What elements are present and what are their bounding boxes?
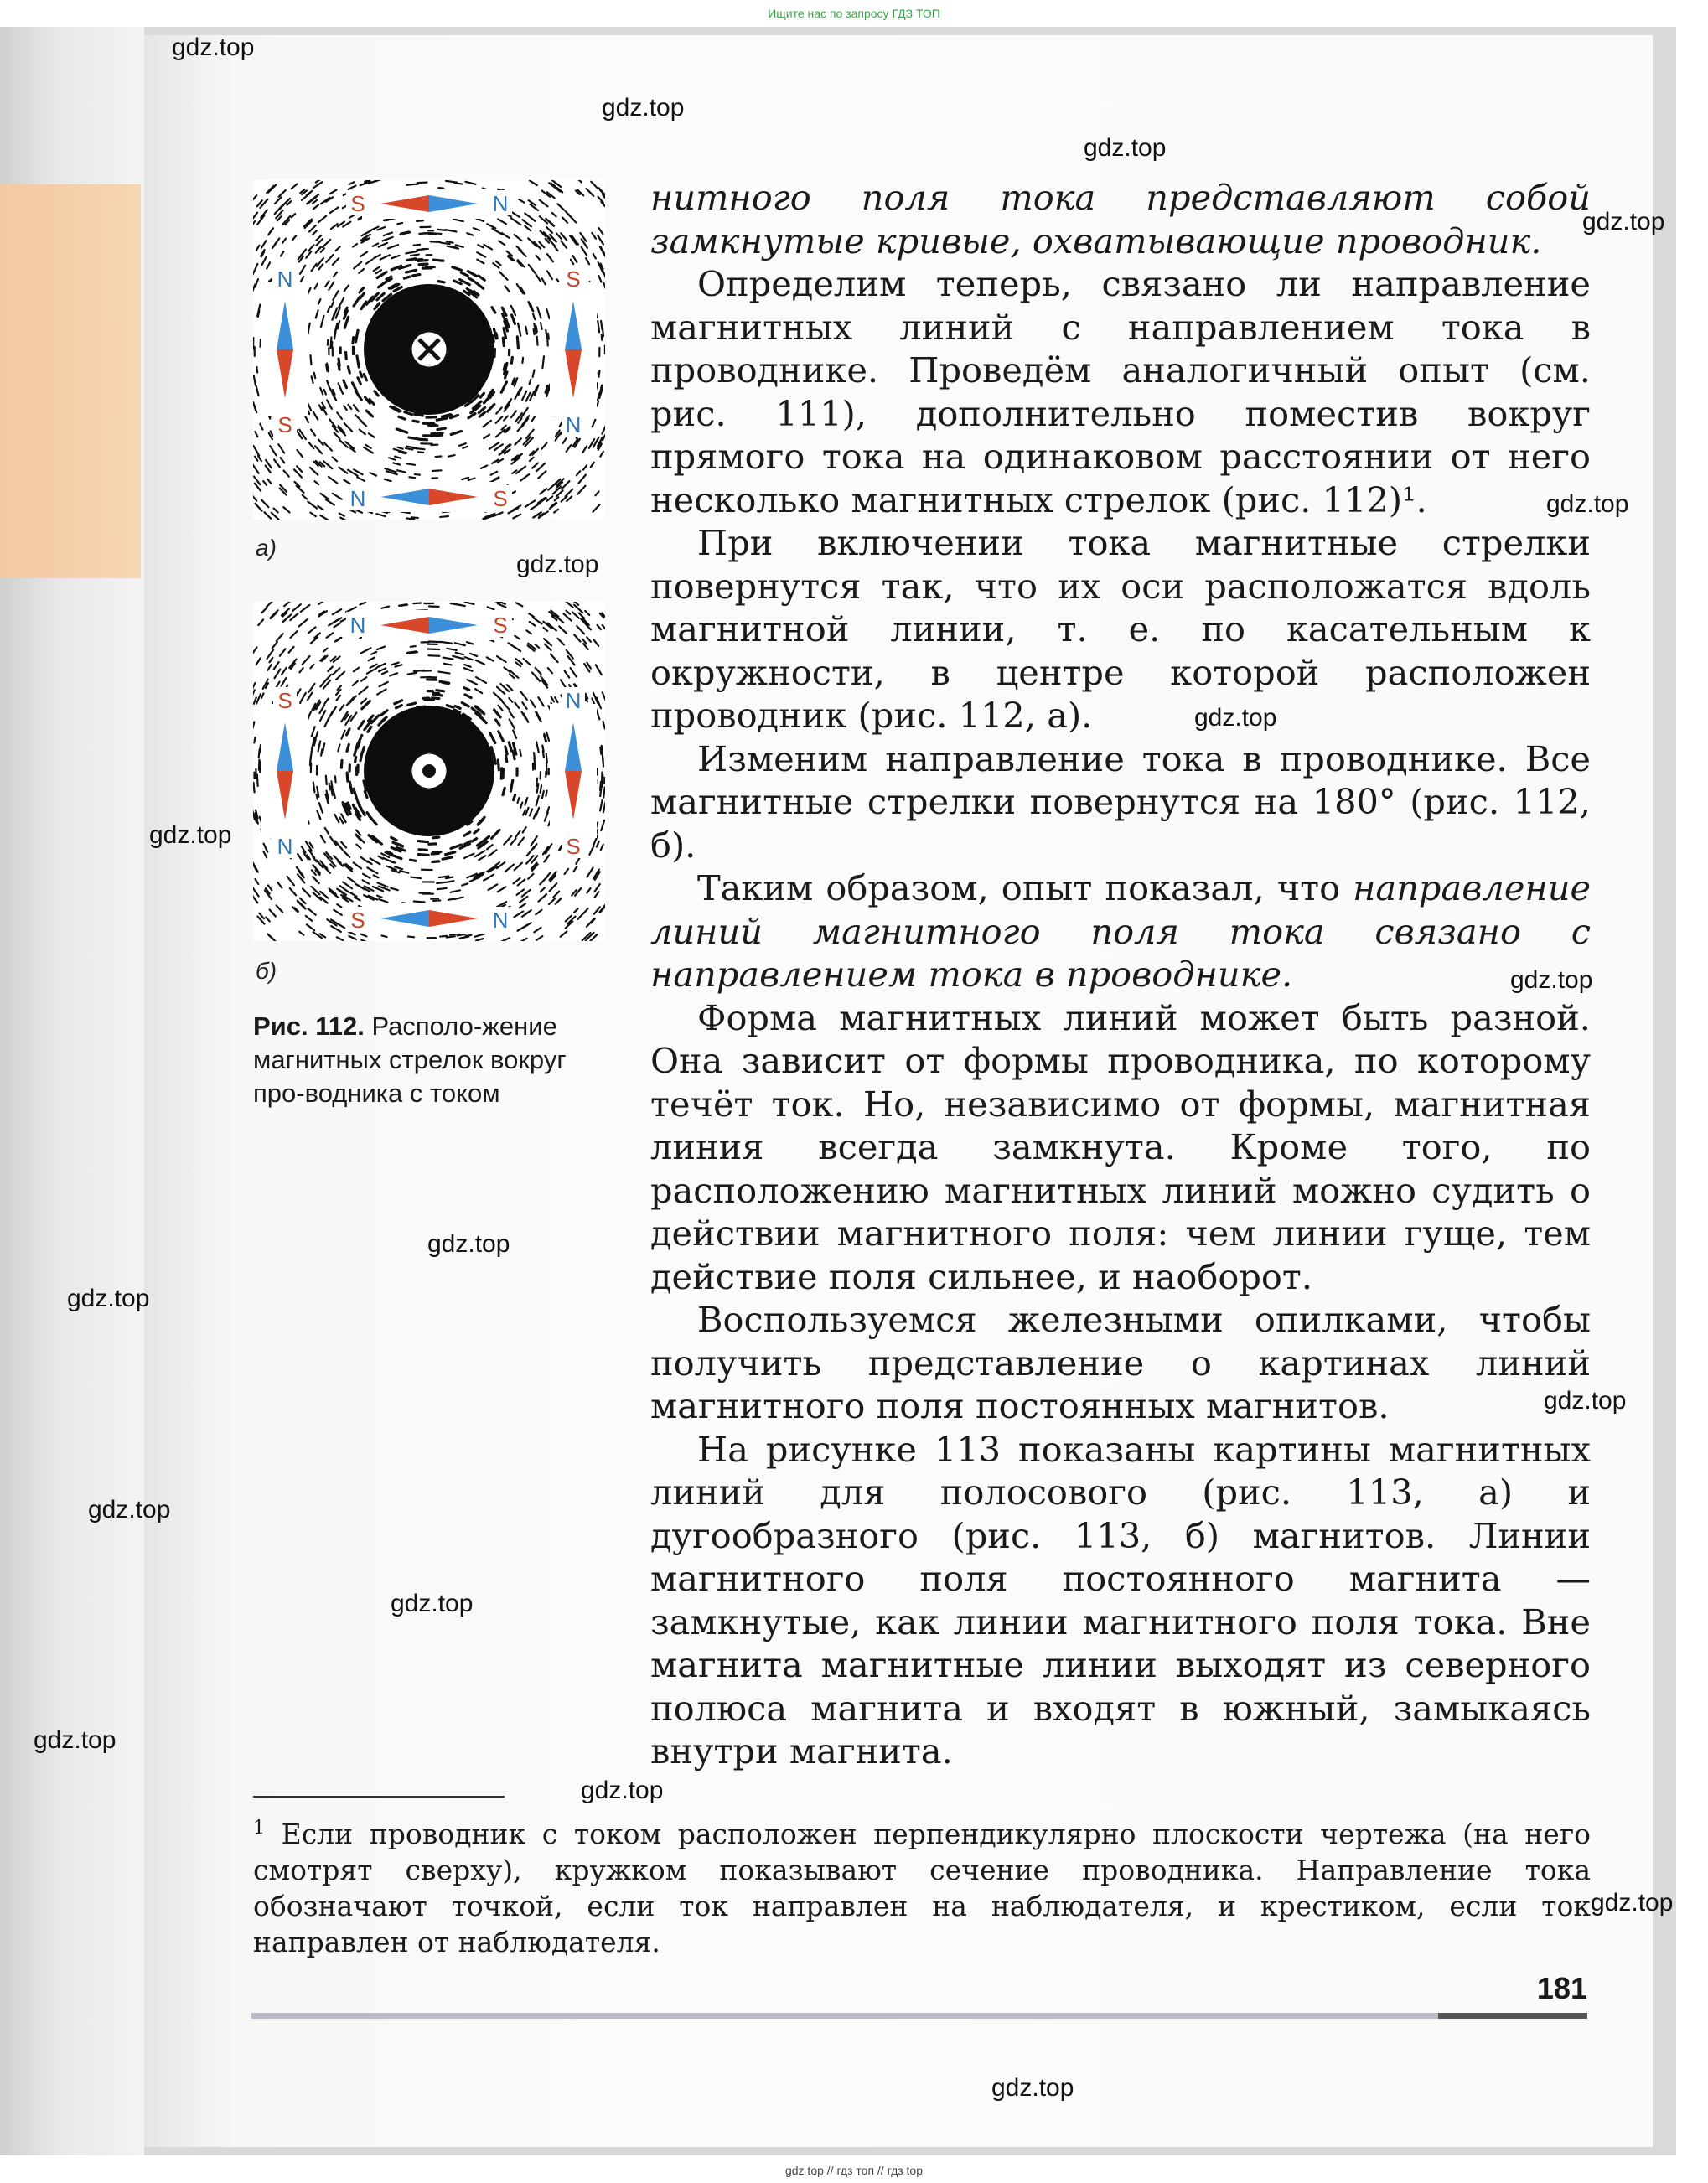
pole-letter: N bbox=[492, 908, 509, 933]
iron-filings-dotted-conductor bbox=[253, 602, 605, 941]
watermark: gdz.top bbox=[149, 821, 232, 849]
watermark: gdz.top bbox=[1544, 1387, 1627, 1415]
page-rule bbox=[251, 2013, 1438, 2019]
page-rule-accent bbox=[1438, 2013, 1587, 2019]
pole-letter: N bbox=[349, 613, 366, 638]
pole-letter: N bbox=[565, 412, 582, 437]
paragraph-continued: нитного поля тока представляют собой замкнутые кривые, охватывающие проводник. bbox=[650, 177, 1591, 261]
pole-letter: S bbox=[493, 613, 508, 638]
pole-letter: N bbox=[277, 834, 293, 859]
watermark: gdz.top bbox=[391, 1590, 474, 1617]
main-text bbox=[650, 176, 1591, 1773]
current-toward-dot bbox=[422, 764, 436, 778]
paragraph-conclusion: Таким образом, опыт показал, что направление линий магнитного поля тока связано с направлением тока в проводнике. bbox=[650, 867, 1591, 995]
pole-letter: N bbox=[277, 266, 293, 292]
pole-letter: N bbox=[565, 688, 582, 713]
watermark: gdz.top bbox=[602, 94, 685, 122]
paragraph: При включении тока магнитные стрелки повернутся так, что их оси расположатся вдоль магнитной линии, т. е. по касательным к окружности, в центре которой расположен проводник (рис. 112, а). bbox=[650, 522, 1591, 736]
page-edge-tab bbox=[0, 184, 141, 578]
watermark: gdz.top bbox=[1591, 1889, 1674, 1917]
compass-needle bbox=[362, 903, 496, 934]
compass-needle bbox=[362, 610, 496, 640]
watermark: gdz.top bbox=[172, 34, 255, 61]
figure-112a bbox=[253, 180, 605, 520]
watermark: gdz.top bbox=[581, 1777, 664, 1804]
pole-letter: S bbox=[350, 191, 365, 216]
paragraph: Определим теперь, связано ли направление магнитных линий с направлением тока в проводнике. Проведём аналогичный опыт (см. рис. 111), дополнительно поместив вокруг прямого тока на одинаковом расстоянии от него несколько магнитных стрелок (рис. 112)¹. bbox=[650, 263, 1591, 520]
footnote bbox=[253, 1810, 1591, 1960]
footnote-rule bbox=[253, 1796, 505, 1798]
watermark: gdz.top bbox=[1194, 704, 1277, 732]
pole-letter: S bbox=[277, 688, 292, 713]
paragraph: Изменим направление тока в проводнике. Все магнитные стрелки повернутся на 180° (рис. 112, б). bbox=[650, 737, 1591, 866]
caption-text: Располо-жение магнитных стрелок вокруг про-водника с током bbox=[253, 1011, 567, 1108]
pole-letter: S bbox=[566, 266, 581, 292]
pole-letter: S bbox=[493, 486, 508, 511]
watermark: gdz.top bbox=[88, 1496, 171, 1523]
watermark: gdz.top bbox=[516, 551, 599, 578]
watermark: gdz.top bbox=[1546, 490, 1629, 518]
footnote-text: Если проводник с током расположен перпендикулярно плоскости чертежа (на него смотрят сверху), кружком показывают сечение проводника. Направление тока обозначают точкой, если ток направлен на наблюдателя, и крестиком, если ток направлен от наблюдателя. bbox=[253, 1818, 1591, 1958]
figure-caption bbox=[253, 1010, 580, 1110]
compass-needle bbox=[362, 189, 496, 219]
compass-needle bbox=[550, 704, 597, 838]
watermark: gdz.top bbox=[1510, 966, 1593, 994]
watermark: gdz.top bbox=[1582, 208, 1665, 235]
top-banner: Ищите нас по запросу ГДЗ ТОП bbox=[768, 7, 940, 20]
pole-letter: S bbox=[566, 834, 581, 859]
figure-label-b: б) bbox=[256, 958, 277, 984]
compass-needle bbox=[261, 704, 308, 838]
page-number: 181 bbox=[1536, 1971, 1587, 2005]
compass-needle bbox=[362, 482, 496, 512]
watermark: gdz.top bbox=[1084, 134, 1167, 162]
paragraph: На рисунке 113 показаны картины магнитных линий для полосового (рис. 113, а) и дугообразного (рис. 113, б) магнитов. Линии магнитного поля постоянного магнита — замкнутые, как линии магнитного поля тока. Вне магнита магнитные линии выходят из северного полюса магнита и входят в южный, замыкаясь внутри магнита. bbox=[650, 1428, 1591, 1772]
compass-needle bbox=[261, 282, 308, 416]
watermark: gdz.top bbox=[991, 2074, 1074, 2102]
watermark: gdz.top bbox=[67, 1285, 150, 1312]
watermark: gdz.top bbox=[427, 1230, 510, 1258]
watermark: gdz.top bbox=[34, 1726, 116, 1754]
paragraph: Воспользуемся железными опилками, чтобы получить представление о картинах линий магнитного поля постоянных магнитов. bbox=[650, 1299, 1591, 1426]
pole-letter: S bbox=[277, 412, 292, 437]
footnote-mark: 1 bbox=[253, 1818, 265, 1839]
paragraph: Форма магнитных линий может быть разной. Она зависит от формы проводника, по которому течёт ток. Но, независимо от формы, магнитная линия всегда замкнута. Кроме того, по расположению магнитных линий можно судить о действии магнитного поля: чем линии гуще, тем действие поля сильнее, и наоборот. bbox=[650, 996, 1591, 1297]
figure-112b bbox=[253, 602, 605, 941]
pole-letter: N bbox=[492, 191, 509, 216]
pole-letter: S bbox=[350, 908, 365, 933]
bottom-banner: gdz top // гдз топ // гдз top bbox=[784, 2164, 924, 2177]
pole-letter: N bbox=[349, 486, 366, 511]
compass-needle bbox=[550, 282, 597, 416]
iron-filings-crossed-conductor bbox=[253, 180, 605, 520]
figure-label-a: а) bbox=[256, 535, 277, 561]
caption-number: Рис. 112. bbox=[253, 1011, 365, 1041]
